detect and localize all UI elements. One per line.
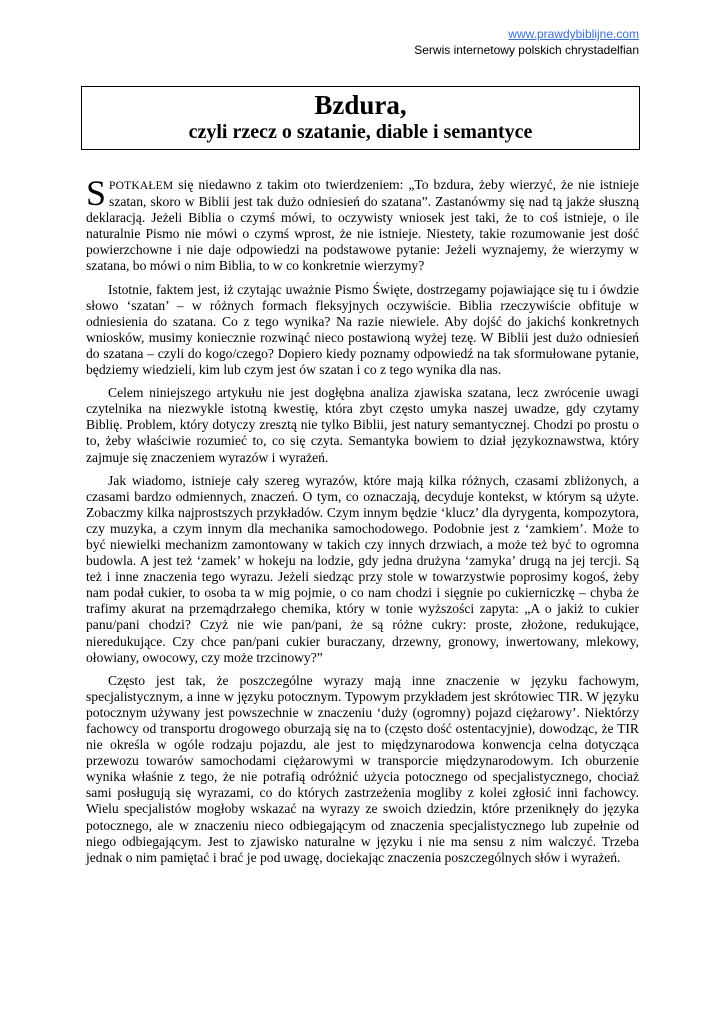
paragraph-5: Często jest tak, że poszczególne wyrazy mają inne znaczenie w języku fachowym, specjalistycznym, a inne w języku potocznym. Typowym przykładem jest skrótowiec TIR. W języku potocznym używany jest powszechnie w znaczeniu ‘duży (ogromny) pojazd ciężarowy’. Niektórzy fachowcy od transportu drogowego oburzają się na to (często dość ostentacyjnie), dowodząc, że TIR nie określa w ogóle rodzaju pojazdu, ale jest to międzynarodowa konwencja celna dotycząca przewozu towarów samochodami ciężarowymi w transporcie międzynarodowym. Ich oburzenie wynika właśnie z tego, że nie potrafią odróżnić użycia potocznego od specjalistycznego, chociaż sami posługują się wyrazami, co do których zastrzeżenia mogliby z kolei zgłosić inni fachowcy. Wielu specjalistów mogłoby wskazać na wyrazy ze swoich dziedzin, które przeniknęły do języka potocznego, ale w znaczeniu nieco odbiegającym od znaczenia specjalistycznego lub zupełnie od niego odbiegającym. Jest to zjawisko naturalne w języku i nie ma sensu z nim walczyć. Trzeba jednak o nim pamiętać i brać je pod uwagę, dociekając znaczenia poszczególnych słów i wyrażeń. [86,672,639,865]
title-box [81,86,640,150]
paragraph-2: Istotnie, faktem jest, iż czytając uważnie Pismo Święte, dostrzegamy pojawiające się tu i ówdzie słowo ‘szatan’ – w różnych formach fleksyjnych oczywiście. Biblia rzeczywiście obfituje w odniesienia do szatana. Co z tego wynika? Na razie niewiele. Aby dojść do jakichś konkretnych wniosków, musimy koniecznie rozwinąć nieco postawioną wyżej tezę. W Biblii jest dużo odniesień do szatana – czyli do kogo/czego? Dopiero kiedy poznamy odpowiedź na tak sformułowane pytanie, będziemy wiedzieli, kim lub czym jest ów szatan i co z tego wynika dla nas. [86,281,639,378]
article-subtitle: czyli rzecz o szatanie, diable i semantyce [188,121,533,143]
paragraph-3: Celem niniejszego artykułu nie jest dogłębna analiza zjawiska szatana, lecz zwrócenie uwagi czytelnika na niezwykle istotną kwestię, która zbyt często umyka naszej uwadze, gdy czytamy Biblię. Problem, który dotyczy zresztą nie tylko Biblii, jest natury semantycznej. Chodzi po prostu o to, żeby właściwie rozumieć to, co się czyta. Semantyka bowiem to dział językoznawstwa, który zajmuje się znaczeniem wyrazów i wyrażeń. [86,385,639,465]
article-body [86,173,639,873]
site-link[interactable]: www.prawdybiblijne.com [508,27,639,41]
paragraph-4: Jak wiadomo, istnieje cały szereg wyrazów, które mają kilka różnych, czasami zbliżonych, a czasami bardzo odmiennych, znaczeń. O tym, co oznaczają, decyduje kontekst, w którym są użyte. Zobaczmy kilka najprostszych przykładów. Czym innym będzie ‘klucz’ dla dyrygenta, kompozytora, czy muzyka, a czym innym dla mechanika samochodowego. Podobnie jest z ‘zamkiem’. Może to być niewielki mechanizm zamontowany w takich czy innych drzwiach, a może też być to ogromna budowla. A jest też ‘zamek’ w hokeju na lodzie, gdy jedna drużyna ‘zamyka’ drugą na jej tercji. Są też i inne znaczenia tego wyrazu. Jeżeli siedząc przy stole w towarzystwie poprosimy kogoś, żeby nam podał cukier, to osoba ta w mig pojmie, o co nam chodzi i sięgnie po cukierniczkę – chyba że trafimy akurat na przemądrzałego chemika, który w tonie wyższości zapyta: „A o jakiż to cukier panu/pani chodzi? Czyż nie wie pan/pani, że są różne cukry: proste, złożone, redukujące, nieredukujące. Czy chce pan/pani cukier buraczany, drzewny, gronowy, inwertowany, mlekowy, ołowiany, owocowy, czy może trzcinowy?” [86,472,639,665]
page-header [414,26,639,58]
paragraph-1 [86,173,639,275]
drop-cap: S [86,173,107,213]
site-description: Serwis internetowy polskich chrystadelfian [414,43,639,57]
article-title: Bzdura, [314,90,407,120]
paragraph-text: się niedawno z takim oto twierdzeniem: „To bzdura, żeby wierzyć, że nie istnieje szatan, skoro w Biblii jest tak dużo odniesień do szatana”. Zastanówmy się nad tą jakże słuszną deklaracją. Jeżeli Biblia o czymś mówi, to oczywisty wniosek jest taki, że to coś istnieje, o ile naturalnie Pismo nie mówi o czymś wprost, że nie istnieje. Niestety, takie rozumowanie jest dość powierzchowne i nie daje odpowiedzi na podstawowe pytanie: Jeżeli wyznajemy, że wierzymy w szatana, bo mówi o nim Biblia, to w co konkretnie wierzymy? [86,177,639,274]
lead-word: POTKAŁEM [109,180,174,192]
